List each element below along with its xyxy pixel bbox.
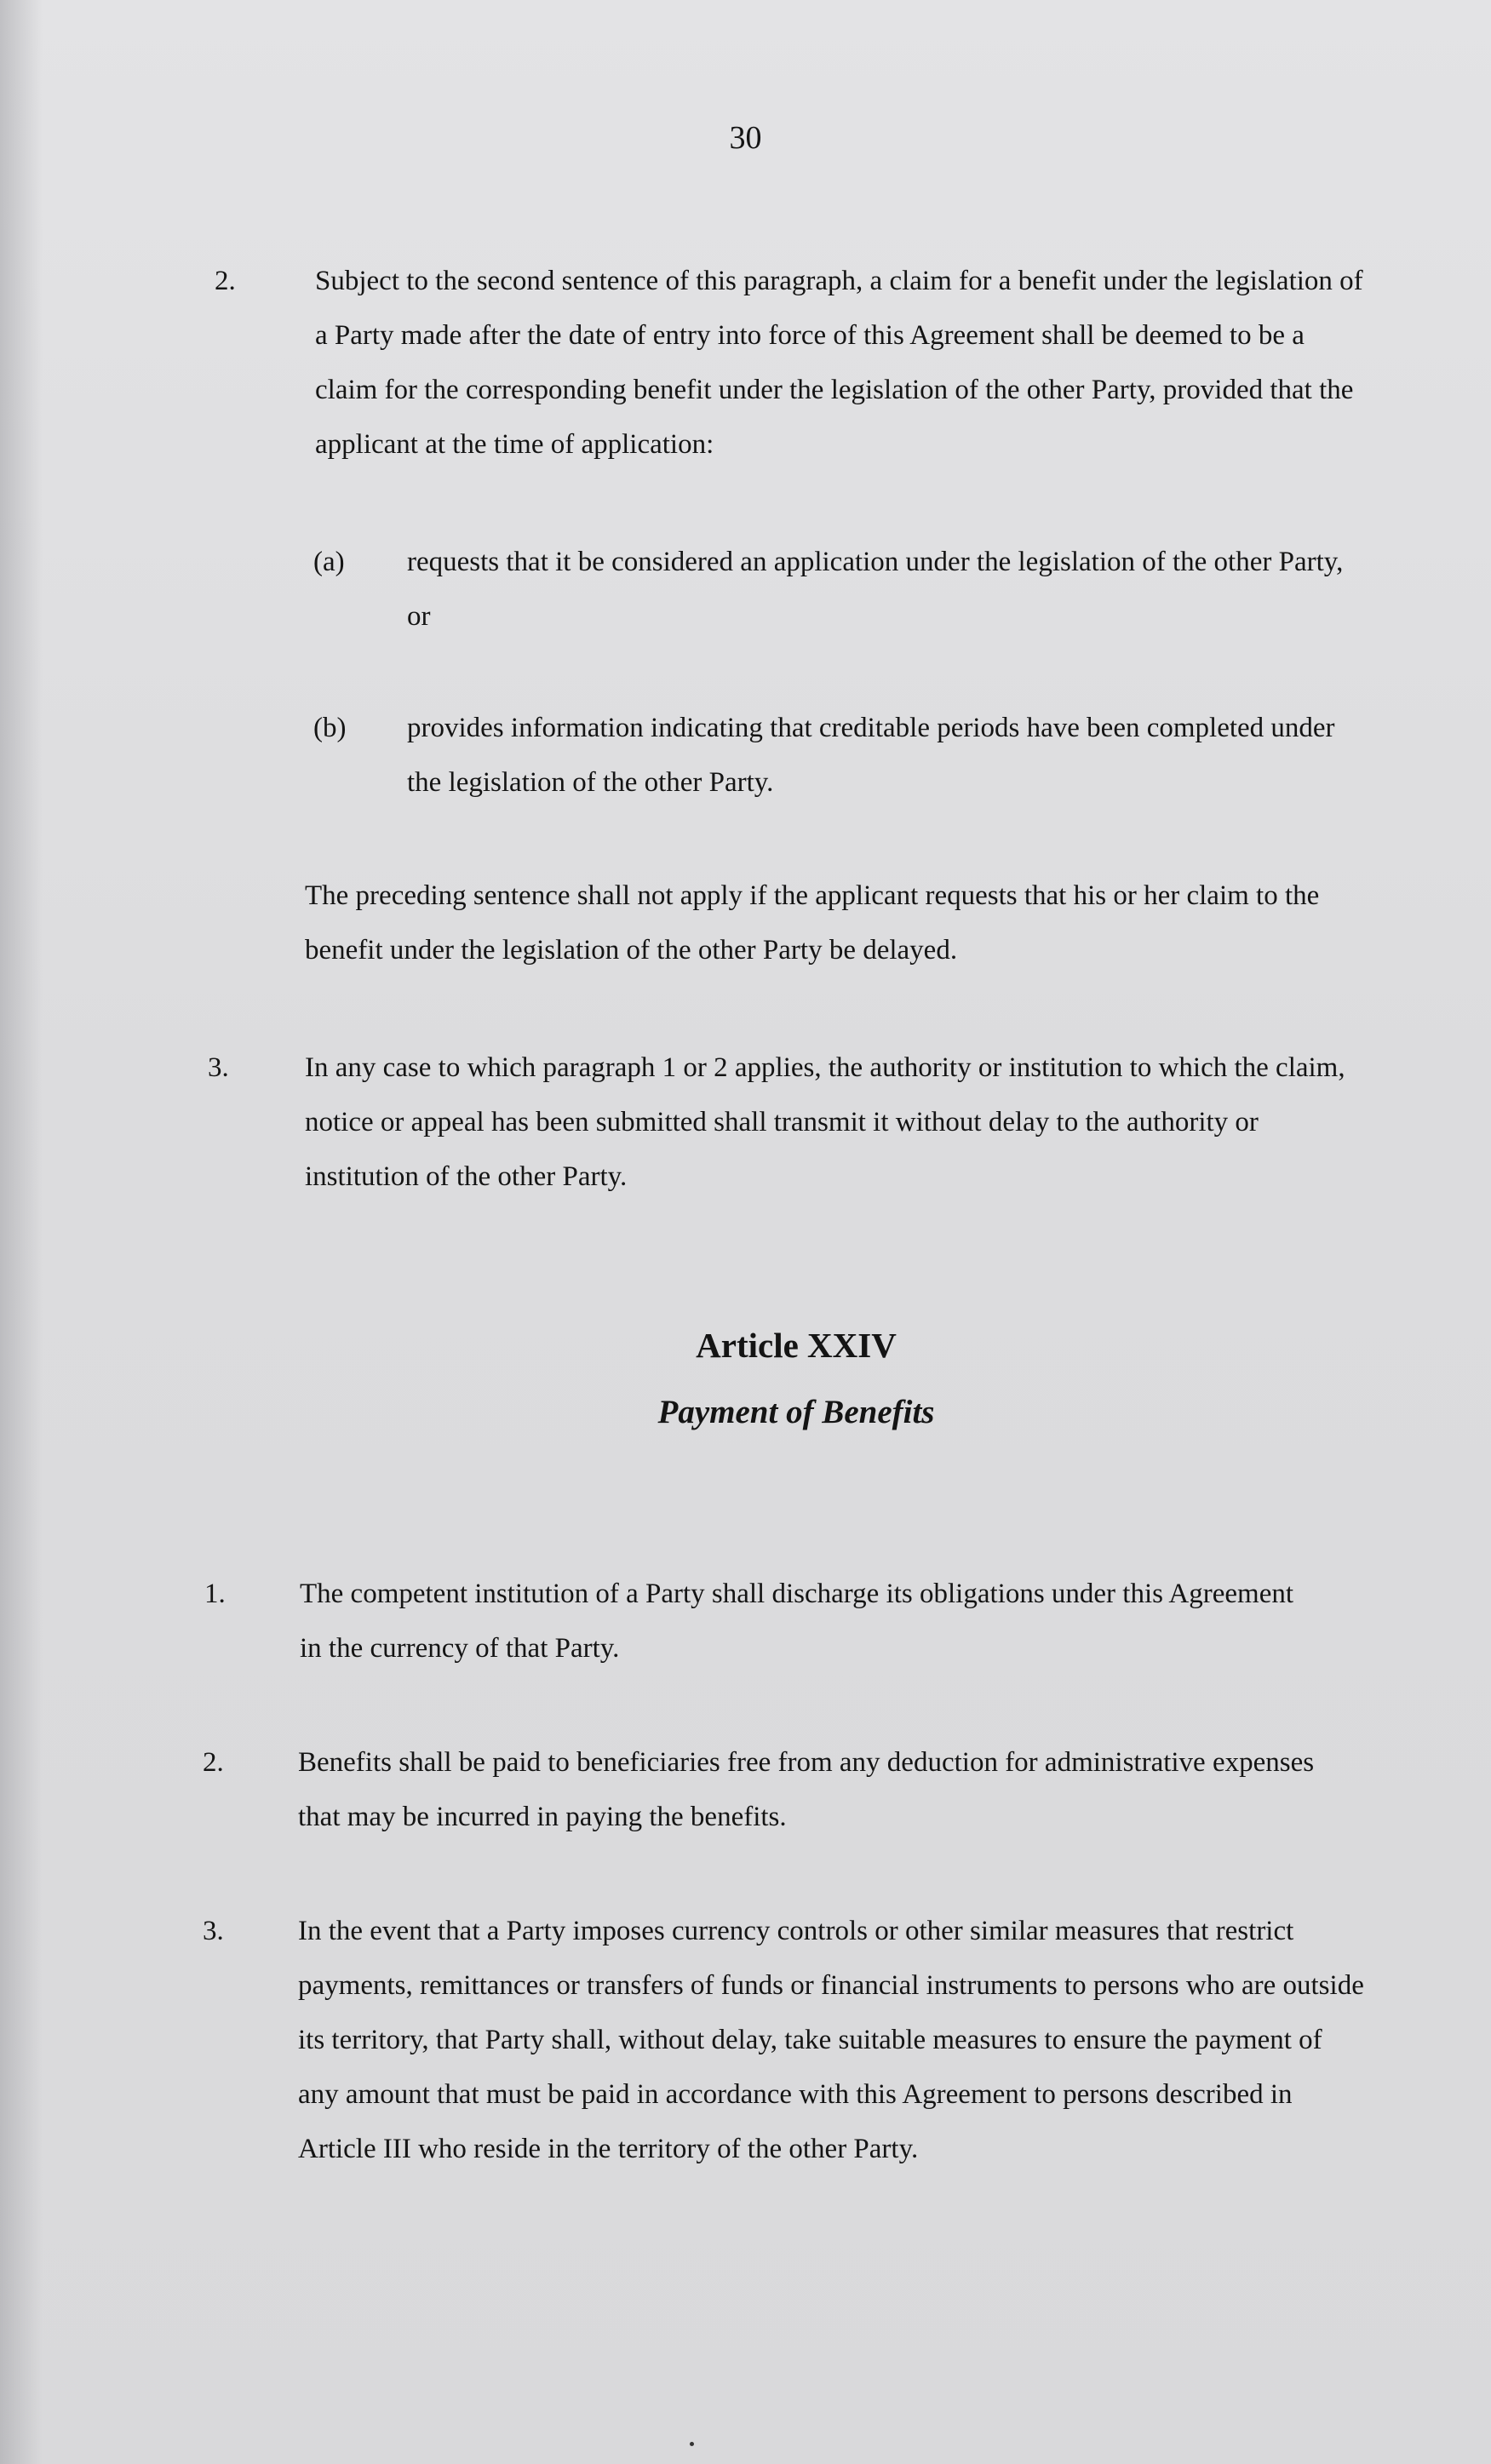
article-paragraph-3-text: In the event that a Party imposes currency controls or other similar measures that restrict payments, remittances or transfers of funds or financial instruments to persons who are outside its territory, that Party shall, without delay, take suitable measures to ensure the payment of any amount that must be paid in accordance with this Agreement to persons described in Article III who reside in the territory of the other Party. (298, 1916, 1364, 2164)
article-paragraph-2-number: 2. (203, 1747, 224, 1778)
item-b-text: provides information indicating that creditable periods have been completed under the legislation of the other Party. (407, 713, 1335, 798)
article-paragraph-2-text: Benefits shall be paid to beneficiaries free from any deduction for administrative expenses that may be incurred in paying the benefits. (298, 1747, 1315, 1832)
paragraph-2-text: Subject to the second sentence of this paragraph, a claim for a benefit under the legislation of a Party made after the date of entry into force of this Agreement shall be deemed to be a claim for the corresponding benefit under the legislation of the other Party, provided that the applicant at the time of application: (315, 266, 1363, 460)
paragraph-3-text: In any case to which paragraph 1 or 2 applies, the authority or institution to which the claim, notice or appeal has been submitted shall transmit it without delay to the authority or institution of the other Party. (305, 1052, 1345, 1192)
item-b-label: (b) (313, 713, 347, 743)
article-title: Article XXIV (696, 1326, 897, 1365)
article-paragraph-1-number: 1. (204, 1579, 226, 1609)
item-a-label: (a) (313, 547, 345, 577)
paragraph-2-number: 2. (215, 266, 236, 296)
article-subtitle: Payment of Benefits (657, 1394, 935, 1430)
paragraph-2-closing: The preceding sentence shall not apply if the applicant requests that his or her claim to the benefit under the legislation of the other Party be delayed. (305, 880, 1320, 966)
page-edge-shadow (0, 0, 43, 2464)
article-paragraph-1-text: The competent institution of a Party shall discharge its obligations under this Agreement in the currency of that Party. (300, 1579, 1294, 1664)
page-number: 30 (729, 120, 762, 156)
page-mark (690, 2442, 694, 2446)
article-paragraph-3-number: 3. (203, 1916, 224, 1946)
paragraph-3-number: 3. (208, 1052, 229, 1083)
item-a-text: requests that it be considered an application under the legislation of the other Party, or (407, 547, 1344, 632)
